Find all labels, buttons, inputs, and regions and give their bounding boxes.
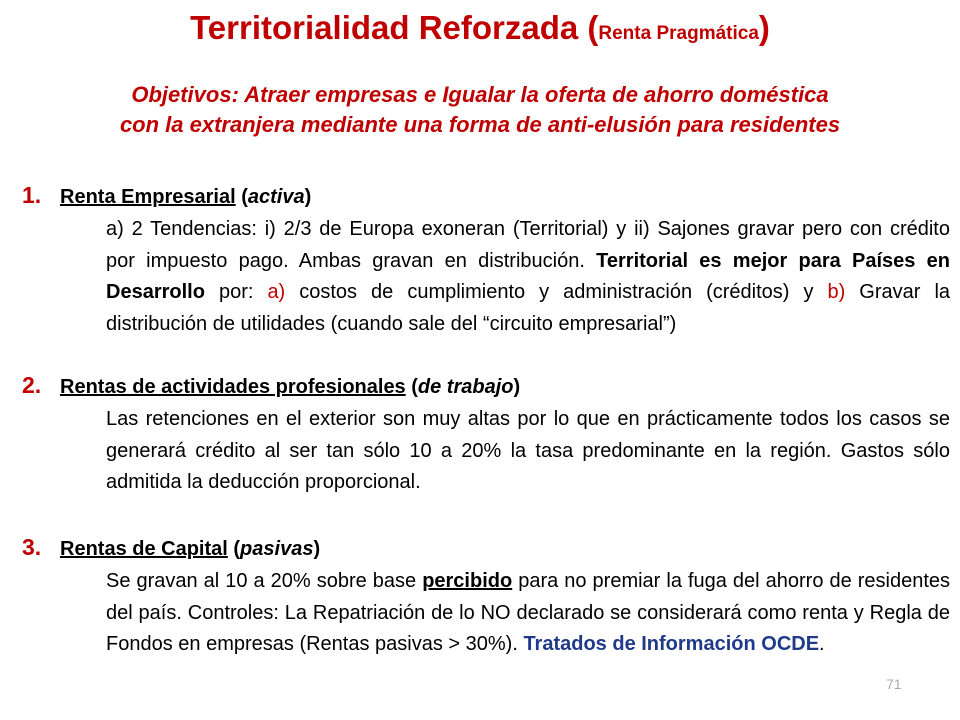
objectives-line-1: Objetivos: Atraer empresas e Igualar la oferta de ahorro doméstica [131,82,829,107]
item-1-qualifier: activa [247,186,305,208]
page-number: 71 [886,676,902,692]
item-2-body: Las retenciones en el exterior son muy altas por lo que en prácticamente todos los casos se generará crédito al ser tan sólo 10 a 20% la tasa predominante en la región. Gastos sólo admitida la deducción proporcional. [106,408,950,493]
item-1-heading: Renta Empresarial (activa) [60,186,312,208]
objectives [0,80,960,140]
item-1-marker-a: a) [267,281,286,303]
item-1-body [106,214,950,340]
item-3-heading: Rentas de Capital (pasivas) [60,538,321,560]
item-3-body [106,566,950,661]
item-2-number: 2. [22,372,42,398]
item-1-text-b: por: [204,281,268,303]
item-3-blue-phrase: Tratados de Información OCDE [523,633,820,655]
item-1-text-a: a) 2 Tendencias: i) 2/3 de Europa exoneran (Territorial) y ii) Sajones gravar pero con crédito por impuesto pago. Ambas gravan en distribución. [106,218,950,272]
title-close: ) [758,9,770,46]
title-main: Territorialidad Reforzada ( [190,9,599,46]
item-3-qualifier: pasivas [240,538,314,560]
item-1-bold-phrase: Territorial es mejor para Países en Desarrollo [106,249,951,303]
item-3-text-c: . [819,633,825,655]
item-1-marker-b: b) [827,281,846,303]
slide-title [0,8,960,54]
item-2-heading-text: Rentas de actividades profesionales [60,376,406,398]
item-1-text-c: costos de cumplimiento y administración (créditos) y [285,281,828,303]
item-1-number: 1. [22,182,42,208]
item-1-text-d: Gravar la distribución de utilidades (cuando sale del “circuito empresarial”) [106,281,951,335]
item-2-heading: Rentas de actividades profesionales (de trabajo) [60,376,521,398]
item-3-text-b: para no premiar la fuga del ahorro de residentes del país. Controles: La Repatriación de lo NO declarado se considerará como renta y Regla de Fondos en empresas (Rentas pasivas > 30%). [106,570,951,655]
item-3-underlined: percibido [422,570,513,592]
item-3-heading-text: Rentas de Capital [60,538,228,560]
objectives-line-2: con la extranjera mediante una forma de anti-elusión para residentes [119,112,841,137]
item-1-heading-text: Renta Empresarial [60,186,236,208]
item-2-qualifier: de trabajo [417,376,514,398]
title-subtitle: Renta Pragmática [598,23,759,44]
item-3-text-a: Se gravan al 10 a 20% sobre base [106,570,423,592]
item-3-number: 3. [22,534,42,560]
